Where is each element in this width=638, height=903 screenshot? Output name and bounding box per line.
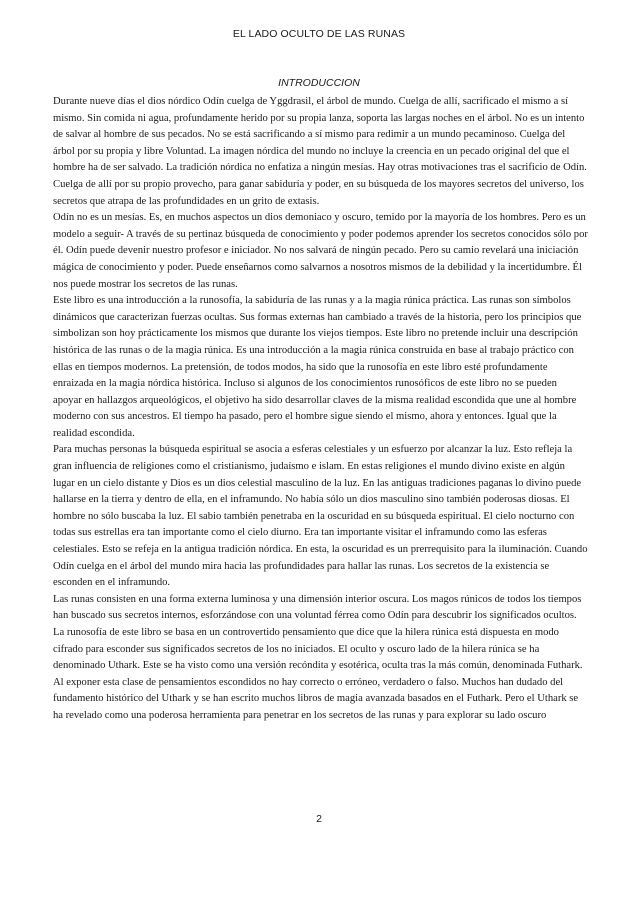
body-text: [53, 94, 588, 725]
paragraph: Durante nueve días el dios nórdico Odín cuelga de Yggdrasil, el árbol de mundo. Cuelga de allí, sacrificado el mismo a sí mismo. Sin comida ni agua, profundamente herido por su propia lanza, soporta las largas noches en el árbol. No es un intento de salvar al hombre de sus pecados. No se está sacrificando a sí mismo para redimir a un mundo pecaminoso. Cuelga del árbol por su propia y libre Voluntad. La imagen nórdica del mundo no incluye la creencia en un pecado original del que el hombre ha de ser salvado. La tradición nórdica no enfatiza a ningún mesías. Hay otras motivaciones tras el sacrificio de Odín. Cuelga de allí por su propio provecho, para ganar sabiduría y poder, en su búsqueda de los mayores secretos del universo, los secretos que atrapa de las profundidades en un grito de extasis.: [53, 96, 587, 207]
paragraph: Odín no es un mesías. Es, en muchos aspectos un dios demoniaco y oscuro, temido por la mayoría de los hombres. Pero es un modelo a seguir- A través de su pertinaz búsqueda de conocimiento y poder podemos aprender los secretos conocidos sólo por él. Odín puede devenir nuestro profesor e iniciador. No nos salvará de ningún pecado. Pero su camio revelará una iniciación mágica de conocimiento y poder. Puede enseñarnos como salvarnos a nosotros mismos de la debilidad y la incertidumbre. Él nos puede mostrar los secretos de las runas.: [53, 212, 588, 290]
page-number: 2: [316, 813, 322, 825]
running-header: EL LADO OCULTO DE LAS RUNAS: [232, 28, 406, 40]
section-title: INTRODUCCION: [278, 77, 360, 89]
paragraph: Las runas consisten en una forma externa luminosa y una dimensión interior oscura. Los magos rúnicos de todos los tiempos han buscado sus secretos internos, esforzándose con una voluntad férrea como Odín para descubrir los significados ocultos. La runosofía de este libro se basa en un controvertido pensamiento que dice que la hilera rúnica está dispuesta en modo cifrado para esconder sus significados secretos de los no iniciados. El oculto y oscuro lado de la hilera rúnica se ha denominado Uthark. Este se ha visto como una versión recóndita y esotérica, oculta tras la más común, denominada Futhark. Al exponer esta clase de pensamientos escondidos no hay correcto o erróneo, verdadero o falso. Muchos han dudado del fundamento histórico del Uthark y se han escrito muchos libros de magia avanzada basados en el Futhark. Pero el Uthark se ha revelado como una poderosa herramienta para penetrar en los secretos de las runas y para explorar su lado oscuro: [53, 593, 583, 721]
paragraph: Para muchas personas la búsqueda espiritual se asocia a esferas celestiales y un esfuerzo por alcanzar la luz. Esto refleja la gran influencia de religiones como el cristianismo, judaísmo e islam. En estas religiones el mundo divino existe en algún lugar en un cielo distante y Dios es un dios celestial masculino de la luz. En las antiguas tradiciones paganas lo divino puede hallarse en la tierra y dentro de ella, en el inframundo. No había sólo un dios masculino sino también poderosas diosas. El hombre no sólo buscaba la luz. El sabio también penetraba en la oscuridad en su búsqueda espiritual. El cielo nocturno con todas sus estrellas era tan importante como el cielo diurno. Era tan importante visitar el inframundo como las esferas celestiales. Esto se refeja en la antigua tradición nórdica. En esta, la oscuridad es un prerrequisito para la iluminación. Cuando Odín cuelga en el árbol del mundo mira hacia las profundidades para hallar las runas. Los secretos de la existencia se esconden en el inframundo.: [53, 444, 588, 589]
paragraph: Este libro es una introducción a la runosofía, la sabiduría de las runas y a la magia rúnica práctica. Las runas son símbolos dinámicos que caracterizan fuerzas ocultas. Sus formas externas han cambiado a través de la historia, pero los principios que simbolizan son hoy prácticamente los mismos que durante los viejos tiempos. Este libro no pretende incluir una descripción histórica de las runas o de la magia rúnica. Es una introducción a la magia rúnica construida en base al trabajo práctico con ellas en tiempos modernos. La pretensión, de todos modos, ha sido que la runosofía en este libro esté profundamente enraizada en la magia nórdica histórica. Incluso si algunos de los conocimientos runosóficos de este libro no se pueden apoyar en hallazgos arqueológicos, el objetivo ha sido desarrollar claves de la misma realidad escondida que une al hombre moderno con sus ancestros. El tiempo ha pasado, pero el hombre sigue siendo el mismo, ahora y entonces. Igual que la realidad escondida.: [53, 295, 582, 439]
